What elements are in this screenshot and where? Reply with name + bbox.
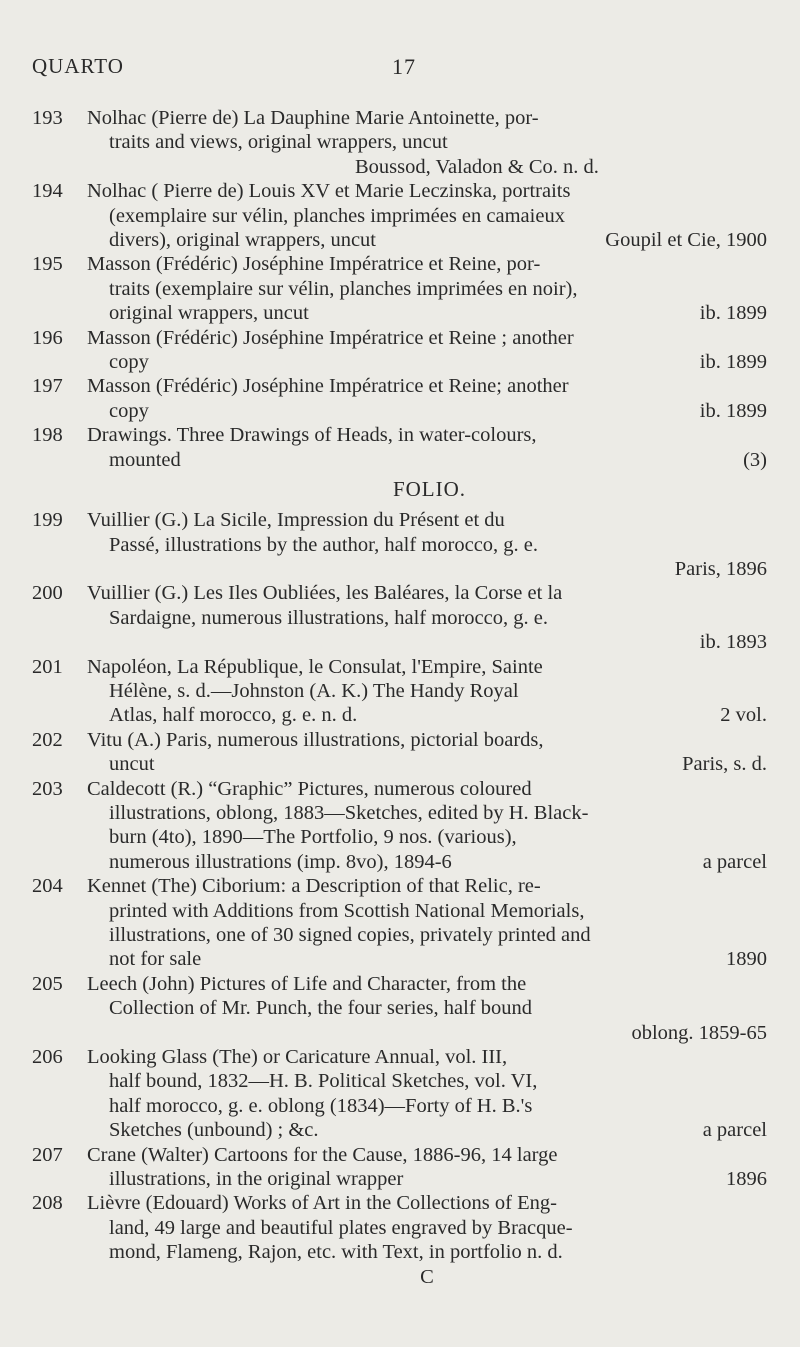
entry-line: Sardaigne, numerous illustrations, half morocco, g. e.: [109, 606, 548, 629]
lot-number: 202: [32, 728, 63, 751]
lot-number: 204: [32, 875, 63, 898]
entry-line: copy: [109, 351, 149, 374]
entry-imprint: Paris, 1896: [674, 557, 767, 580]
entry-line: illustrations, one of 30 signed copies, privately printed and: [109, 924, 591, 946]
catalogue-entries: [32, 106, 767, 1289]
entry-line: burn (4to), 1890—The Portfolio, 9 nos. (various),: [109, 826, 517, 849]
entry-imprint: Boussod, Valadon & Co. n. d.: [355, 155, 599, 178]
catalogue-entry: [32, 374, 767, 423]
catalogue-entry: [32, 655, 767, 728]
entry-line: divers), original wrappers, uncut: [109, 229, 376, 252]
page-header: [32, 54, 730, 84]
entry-imprint: a parcel: [702, 850, 767, 873]
lot-number: 207: [32, 1143, 63, 1166]
entry-line: Leech (John) Pictures of Life and Character, from the: [87, 972, 527, 995]
entry-imprint: Goupil et Cie, 1900: [605, 229, 767, 252]
entry-imprint: oblong. 1859-65: [631, 1021, 767, 1044]
entry-imprint: ib. 1893: [699, 631, 767, 654]
lot-number: 203: [32, 777, 63, 800]
entry-line: Looking Glass (The) or Caricature Annual, vol. III,: [87, 1046, 508, 1069]
entry-line: traits and views, original wrappers, uncut: [109, 131, 448, 154]
lot-number: 194: [32, 180, 63, 203]
catalogue-entry: [32, 777, 767, 875]
entry-line: Atlas, half morocco, g. e. n. d.: [109, 704, 358, 727]
entry-line: Masson (Frédéric) Joséphine Impératrice et Reine; another: [87, 375, 569, 398]
entry-line: printed with Additions from Scottish National Memorials,: [109, 899, 585, 922]
entry-line: Sketches (unbound) ; &c.: [109, 1119, 319, 1142]
catalogue-entry: [32, 179, 767, 252]
entry-line: Collection of Mr. Punch, the four series, half bound: [109, 997, 533, 1020]
catalogue-entry: [32, 874, 767, 972]
entry-imprint: a parcel: [702, 1119, 767, 1142]
catalogue-entry: [32, 972, 767, 1045]
entry-imprint: Paris, s. d.: [682, 753, 767, 776]
entry-line: Vuillier (G.) Les Iles Oubliées, les Baléares, la Corse et la: [87, 582, 563, 605]
entry-line: not for sale: [109, 948, 202, 971]
entry-line: illustrations, oblong, 1883—Sketches, edited by H. Black-: [109, 801, 589, 824]
entry-line: illustrations, in the original wrapper: [109, 1168, 404, 1191]
catalogue-entry: [32, 326, 767, 375]
entry-imprint: 2 vol.: [720, 704, 767, 727]
entry-line: (exemplaire sur vélin, planches imprimées en camaieux: [109, 204, 565, 227]
lot-number: 206: [32, 1046, 63, 1069]
entry-line: Vuillier (G.) La Sicile, Impression du Présent et du: [87, 509, 505, 532]
entry-line: mond, Flameng, Rajon, etc. with Text, in portfolio n. d.: [109, 1241, 563, 1264]
catalogue-entry: [32, 508, 767, 581]
catalogue-entry: [32, 423, 767, 472]
lot-number: 197: [32, 375, 63, 398]
entry-line: half bound, 1832—H. B. Political Sketches, vol. VI,: [109, 1070, 538, 1093]
entry-line: mounted: [109, 448, 181, 471]
lot-number: 201: [32, 655, 63, 678]
entry-line: Caldecott (R.) “Graphic” Pictures, numerous coloured: [87, 777, 532, 800]
entry-imprint: ib. 1899: [699, 351, 767, 374]
entry-line: half morocco, g. e. oblong (1834)—Forty of H. B.'s: [109, 1094, 533, 1117]
entry-line: Lièvre (Edouard) Works of Art in the Collections of Eng-: [87, 1192, 557, 1215]
lot-number: 205: [32, 972, 63, 995]
entry-line: Nolhac ( Pierre de) Louis XV et Marie Leczinska, portraits: [87, 180, 571, 203]
entry-line: Nolhac (Pierre de) La Dauphine Marie Antoinette, por-: [87, 107, 539, 129]
entry-imprint: ib. 1899: [699, 302, 767, 325]
catalogue-entry: [32, 1045, 767, 1143]
lot-number: 200: [32, 582, 63, 605]
folio-heading: FOLIO.: [392, 477, 467, 502]
entry-line: land, 49 large and beautiful plates engraved by Bracque-: [109, 1216, 573, 1239]
entry-line: Hélène, s. d.—Johnston (A. K.) The Handy Royal: [109, 679, 519, 702]
entry-imprint: ib. 1899: [699, 399, 767, 422]
entry-line: Vitu (A.) Paris, numerous illustrations, pictorial boards,: [87, 728, 544, 751]
catalogue-entry: [32, 581, 767, 654]
catalogue-entry: [32, 1191, 767, 1289]
entry-line: Drawings. Three Drawings of Heads, in water-colours,: [87, 424, 537, 447]
entry-line: numerous illustrations (imp. 8vo), 1894-6: [109, 850, 452, 873]
entry-mark: C: [420, 1265, 434, 1288]
entry-imprint: 1890: [726, 948, 767, 971]
lot-number: 199: [32, 509, 63, 532]
entry-line: uncut: [109, 753, 155, 776]
entry-line: Masson (Frédéric) Joséphine Impératrice et Reine ; another: [87, 326, 574, 349]
lot-number: 208: [32, 1192, 63, 1215]
lot-number: 196: [32, 326, 63, 349]
entry-line: copy: [109, 399, 149, 422]
entry-line: original wrappers, uncut: [109, 302, 309, 325]
entry-line: Crane (Walter) Cartoons for the Cause, 1886-96, 14 large: [87, 1143, 558, 1166]
catalogue-entry: [32, 1143, 767, 1192]
entry-line: Napoléon, La République, le Consulat, l'Empire, Sainte: [87, 655, 543, 678]
lot-number: 195: [32, 253, 63, 276]
entry-imprint: 1896: [726, 1168, 767, 1191]
section-title: QUARTO: [32, 54, 124, 78]
catalogue-entry: [32, 106, 767, 179]
entry-line: traits (exemplaire sur vélin, planches imprimées en noir),: [109, 277, 578, 300]
entry-line: Passé, illustrations by the author, half morocco, g. e.: [109, 533, 539, 556]
entry-imprint: (3): [743, 448, 767, 471]
page-number: 17: [392, 54, 416, 79]
catalogue-entry: [32, 728, 767, 777]
lot-number: 193: [32, 107, 63, 129]
catalogue-entry: [32, 252, 767, 325]
lot-number: 198: [32, 424, 63, 447]
entry-line: Kennet (The) Ciborium: a Description of that Relic, re-: [87, 875, 541, 898]
entry-line: Masson (Frédéric) Joséphine Impératrice et Reine, por-: [87, 253, 541, 276]
